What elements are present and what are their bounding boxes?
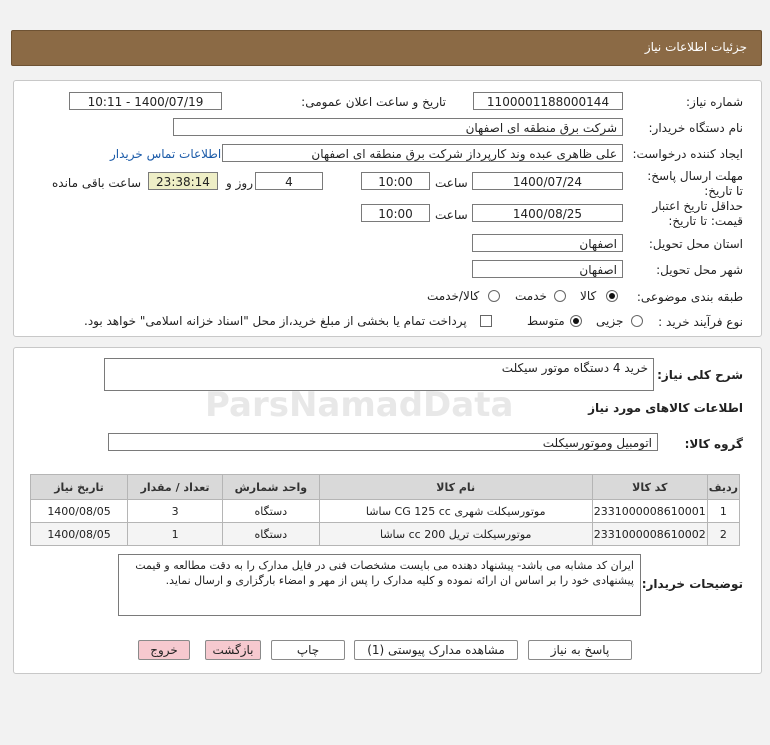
col-row: ردیف — [707, 475, 739, 500]
col-name: نام کالا — [319, 475, 592, 500]
treasury-checkbox[interactable] — [480, 315, 492, 327]
validity-label: حداقل تاریخ اعتبار قیمت: تا تاریخ: — [652, 199, 743, 228]
cell-date: 1400/08/05 — [31, 500, 128, 523]
days-remaining-field: 4 — [255, 172, 323, 190]
exit-button[interactable]: خروج — [138, 640, 190, 660]
province-label: استان محل تحویل: — [648, 237, 743, 251]
watermark-text: ParsNamadData — [205, 385, 514, 425]
province-field: اصفهان — [472, 234, 623, 252]
category-radio-goods[interactable] — [606, 290, 618, 302]
cell-name: موتورسیکلت شهری CG 125 cc ساشا — [319, 500, 592, 523]
print-button[interactable]: چاپ — [271, 640, 345, 660]
col-qty: تعداد / مقدار — [128, 475, 223, 500]
goods-table — [30, 474, 740, 546]
announce-label: تاریخ و ساعت اعلان عمومی: — [301, 95, 446, 109]
goods-group-label: گروه کالا: — [684, 437, 743, 451]
process-label: نوع فرآیند خرید : — [658, 315, 743, 329]
cell-row: 1 — [707, 500, 739, 523]
payment-note: پرداخت تمام یا بخشی از مبلغ خرید،از محل "اسناد خزانه اسلامی" خواهد بود. — [84, 314, 467, 328]
reply-button[interactable]: پاسخ به نیاز — [528, 640, 632, 660]
process-radio-medium[interactable] — [570, 315, 582, 327]
deadline-time-field: 10:00 — [361, 172, 430, 190]
buyer-org-label: نام دستگاه خریدار: — [648, 121, 743, 135]
back-button[interactable]: بازگشت — [205, 640, 261, 660]
cell-date: 1400/08/05 — [31, 523, 128, 546]
buyer-contact-link[interactable]: اطلاعات تماس خریدار — [110, 147, 222, 161]
page-header — [11, 30, 762, 66]
col-date: تاریخ نیاز — [31, 475, 128, 500]
requester-field: علی ظاهری عبده وند کارپرداز شرکت برق منطقه ای اصفهان — [222, 144, 623, 162]
need-number-label: شماره نیاز: — [686, 95, 743, 109]
remaining-time-field: 23:38:14 — [148, 172, 218, 190]
city-field: اصفهان — [472, 260, 623, 278]
requester-label: ایجاد کننده درخواست: — [632, 147, 743, 161]
goods-group-field: اتومبیل وموتورسیکلت — [108, 433, 658, 451]
buyer-notes-field: ایران کد مشابه می باشد- پیشنهاد دهنده می بایست مشخصات فنی در فایل مدارک را به دقت مطالعه و قیمت پیشنهادی خود را بر اساس ان ارائه نموده و کلیه مدارک را پس از مهر و امضاء بارگزاری و ارسال نماید. — [118, 554, 641, 616]
summary-label: شرح کلی نیاز: — [657, 368, 743, 382]
process-radio-minor[interactable] — [631, 315, 643, 327]
cell-qty: 3 — [128, 500, 223, 523]
days-and-label: روز و — [226, 176, 253, 190]
cell-name: موتورسیکلت تریل 200 cc ساشا — [319, 523, 592, 546]
category-option-goods-service: کالا/خدمت — [427, 289, 480, 303]
validity-time-field: 10:00 — [361, 204, 430, 222]
deadline-date-field: 1400/07/24 — [472, 172, 623, 190]
buyer-notes-label: توضیحات خریدار: — [641, 577, 743, 591]
deadline-label: مهلت ارسال پاسخ: تا تاریخ: — [647, 169, 743, 198]
category-radio-service[interactable] — [554, 290, 566, 302]
summary-field: خرید 4 دستگاه موتور سیکلت — [104, 358, 654, 391]
validity-date-field: 1400/08/25 — [472, 204, 623, 222]
col-code: کد کالا — [592, 475, 707, 500]
cell-qty: 1 — [128, 523, 223, 546]
category-option-service: خدمت — [515, 289, 547, 303]
category-label: طبقه بندی موضوعی: — [636, 290, 743, 304]
validity-time-label: ساعت — [435, 208, 468, 222]
remaining-time-label: ساعت باقی مانده — [52, 176, 142, 190]
process-option-medium: متوسط — [527, 314, 565, 328]
attachments-button[interactable]: مشاهده مدارک پیوستی (1) — [354, 640, 518, 660]
cell-unit: دستگاه — [223, 523, 320, 546]
city-label: شهر محل تحویل: — [656, 263, 743, 277]
cell-unit: دستگاه — [223, 500, 320, 523]
need-number-field: 1100001188000144 — [473, 92, 623, 110]
category-option-goods: کالا — [580, 289, 597, 303]
col-unit: واحد شمارش — [223, 475, 320, 500]
page-title: جزئیات اطلاعات نیاز — [644, 40, 747, 54]
category-radio-goods-service[interactable] — [488, 290, 500, 302]
table-row — [31, 523, 740, 546]
goods-info-title: اطلاعات کالاهای مورد نیاز — [588, 401, 743, 415]
buyer-org-field: شرکت برق منطقه ای اصفهان — [173, 118, 623, 136]
process-option-minor: جزیی — [596, 314, 624, 328]
announce-field: 1400/07/19 - 10:11 — [69, 92, 222, 110]
goods-table-header — [31, 475, 740, 500]
cell-row: 2 — [707, 523, 739, 546]
cell-code: 2331000008610002 — [592, 523, 707, 546]
table-row — [31, 500, 740, 523]
cell-code: 2331000008610001 — [592, 500, 707, 523]
deadline-time-label: ساعت — [435, 176, 468, 190]
